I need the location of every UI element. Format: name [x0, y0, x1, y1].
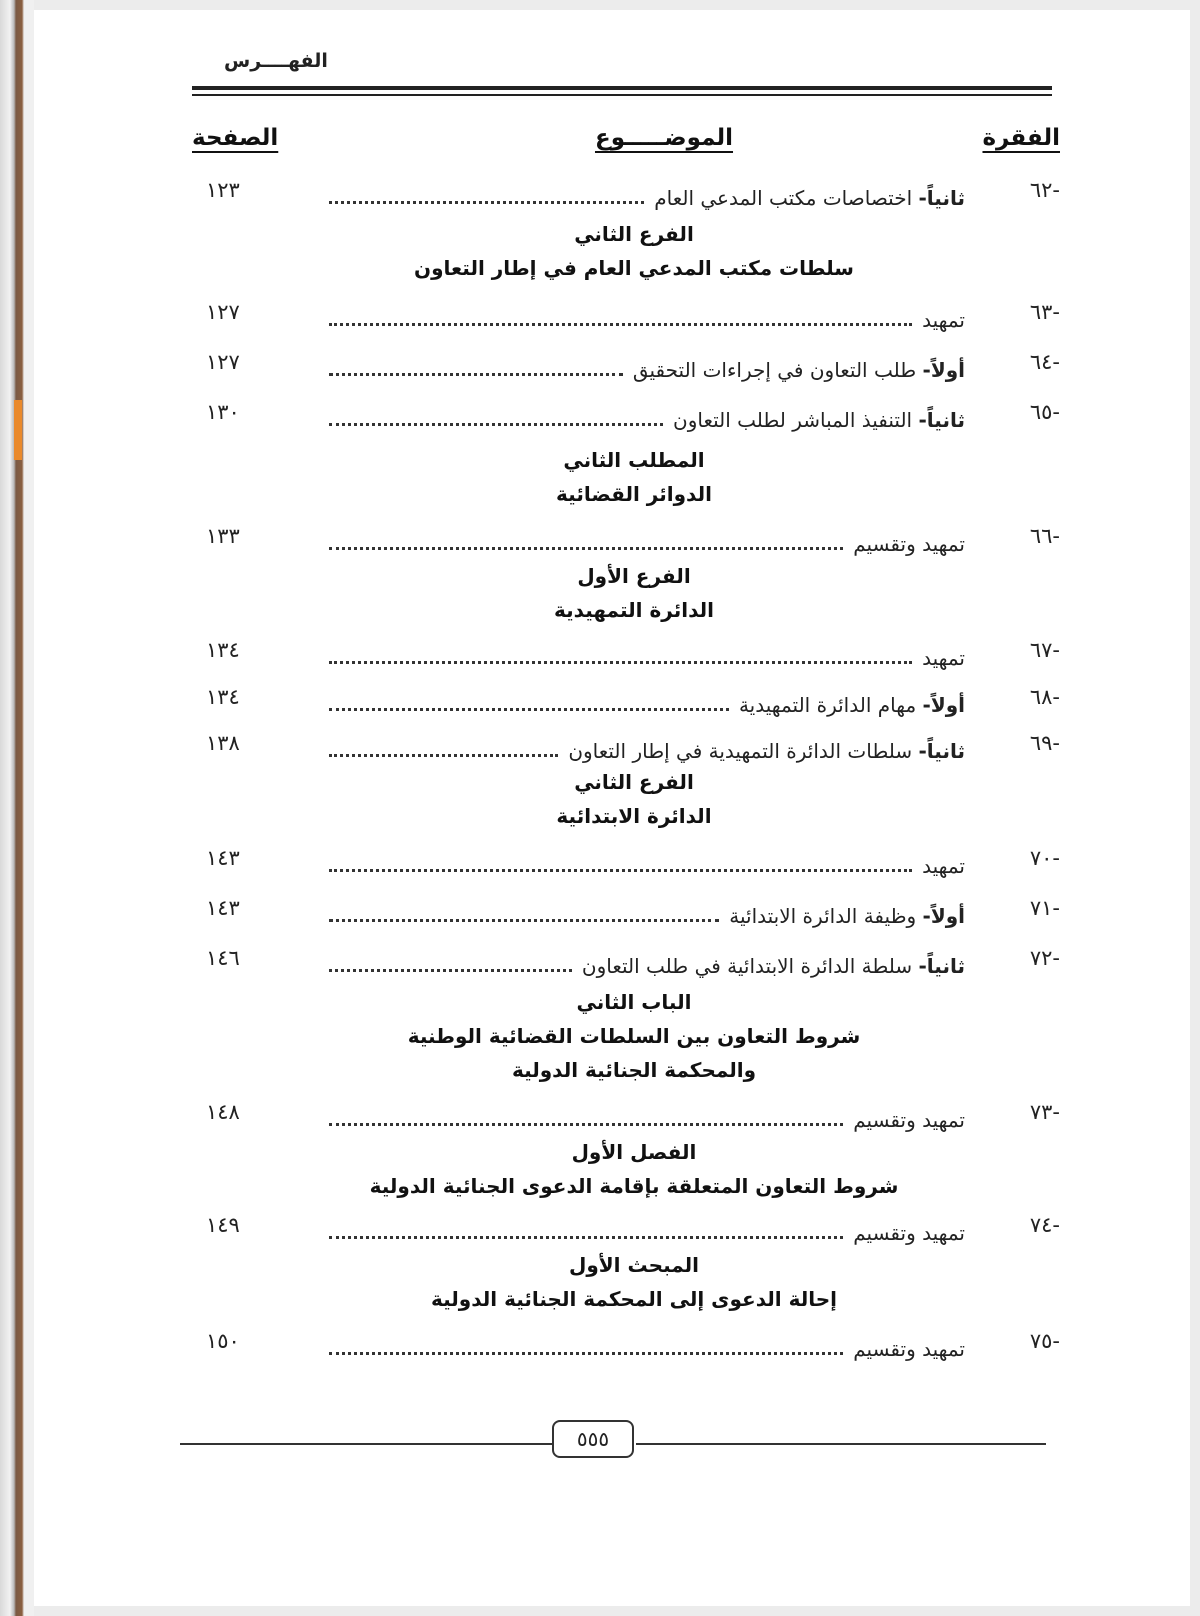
- entry-text: تمهيد: [922, 646, 965, 670]
- running-header: الفهــــرس: [224, 50, 328, 72]
- entry-text: اختصاصات مكتب المدعي العام: [654, 186, 913, 210]
- toc-entry: [34, 1329, 1190, 1365]
- section-heading: الفرع الثاني: [574, 770, 694, 794]
- page-number: ٥٥٥: [552, 1420, 634, 1458]
- entry-page: ١٥٠: [206, 1329, 240, 1353]
- entry-topic: [329, 524, 965, 556]
- dot-leader: [329, 372, 623, 376]
- column-head-paragraph: الفقرة: [982, 125, 1060, 151]
- entry-text: تمهيد وتقسيم: [853, 1221, 965, 1245]
- paragraph-number: ٦٦-: [1029, 524, 1060, 548]
- entry-topic: [329, 946, 965, 978]
- entry-text: مهام الدائرة التمهيدية: [738, 693, 917, 717]
- section-heading: الدائرة الابتدائية: [556, 804, 712, 828]
- footer-rule-left: [180, 1443, 552, 1445]
- toc-entry: [34, 400, 1190, 436]
- section-heading: الفرع الأول: [577, 564, 691, 588]
- dot-leader: [329, 322, 912, 326]
- entry-lead: أولاً-: [922, 904, 965, 928]
- paragraph-number: ٦٥-: [1029, 400, 1060, 424]
- paragraph-number: ٧٠-: [1029, 846, 1060, 870]
- entry-text: تمهيد وتقسيم: [853, 1337, 965, 1361]
- dot-leader: [329, 1235, 843, 1239]
- dot-leader: [329, 546, 843, 550]
- toc-entry: [34, 946, 1190, 982]
- paragraph-number: ٦٢-: [1029, 178, 1060, 202]
- dot-leader: [329, 753, 558, 757]
- toc-entry: [34, 1213, 1190, 1249]
- entry-topic: [329, 1329, 965, 1361]
- entry-page: ١٢٣: [206, 178, 240, 202]
- entry-page: ١٣٣: [206, 524, 240, 548]
- section-heading: الفصل الأول: [571, 1140, 697, 1164]
- dot-leader: [329, 707, 729, 711]
- section-heading: سلطات مكتب المدعي العام في إطار التعاون: [414, 256, 854, 280]
- section-heading: شروط التعاون المتعلقة بإقامة الدعوى الجنائية الدولية: [369, 1174, 899, 1198]
- entry-page: ١٢٧: [206, 350, 240, 374]
- toc-entry: [34, 731, 1190, 767]
- entry-page: ١٣٤: [206, 638, 240, 662]
- entry-lead: أولاً-: [922, 693, 965, 717]
- paragraph-number: ٦٨-: [1029, 685, 1060, 709]
- entry-text: التنفيذ المباشر لطلب التعاون: [673, 408, 913, 432]
- toc-entry: [34, 178, 1190, 214]
- paragraph-number: ٧٥-: [1029, 1329, 1060, 1353]
- entry-topic: [329, 1100, 965, 1132]
- toc-entry: [34, 896, 1190, 932]
- section-heading: شروط التعاون بين السلطات القضائية الوطنية: [407, 1024, 861, 1048]
- entry-page: ١٤٦: [206, 946, 240, 970]
- paragraph-number: ٦٣-: [1029, 300, 1060, 324]
- entry-text: طلب التعاون في إجراءات التحقيق: [632, 358, 917, 382]
- column-head-page: الصفحة: [192, 125, 279, 151]
- entry-lead: ثانياً-: [918, 739, 965, 763]
- entry-text: تمهيد وتقسيم: [853, 1108, 965, 1132]
- paragraph-number: ٧١-: [1029, 896, 1060, 920]
- entry-text: تمهيد: [922, 308, 965, 332]
- entry-page: ١٣٨: [206, 731, 240, 755]
- entry-text: تمهيد: [922, 854, 965, 878]
- entry-page: ١٤٣: [206, 846, 240, 870]
- entry-topic: [329, 350, 965, 382]
- paragraph-number: ٦٤-: [1029, 350, 1060, 374]
- entry-topic: [329, 400, 965, 432]
- column-head-topic: الموضـــــوع: [594, 125, 734, 151]
- entry-text: سلطات الدائرة التمهيدية في إطار التعاون: [568, 739, 913, 763]
- dot-leader: [329, 868, 912, 872]
- entry-page: ١٤٩: [206, 1213, 240, 1237]
- section-heading: الباب الثاني: [576, 990, 692, 1014]
- entry-page: ١٣٠: [206, 400, 240, 424]
- dot-leader: [329, 1122, 843, 1126]
- paragraph-number: ٦٧-: [1029, 638, 1060, 662]
- section-heading: الدوائر القضائية: [556, 482, 712, 506]
- entry-lead: ثانياً-: [918, 186, 965, 210]
- entry-topic: [329, 731, 965, 763]
- binding-mark: [14, 400, 22, 460]
- entry-text: سلطة الدائرة الابتدائية في طلب التعاون: [581, 954, 913, 978]
- dot-leader: [329, 1351, 843, 1355]
- entry-page: ١٤٨: [206, 1100, 240, 1124]
- entry-topic: [329, 896, 965, 928]
- entry-topic: [329, 685, 965, 717]
- entry-topic: [329, 300, 965, 332]
- entry-lead: ثانياً-: [918, 954, 965, 978]
- book-page: [34, 10, 1190, 1606]
- dot-leader: [329, 660, 912, 664]
- entry-lead: ثانياً-: [918, 408, 965, 432]
- entry-page: ١٢٧: [206, 300, 240, 324]
- toc-entry: [34, 300, 1190, 336]
- entry-topic: [329, 638, 965, 670]
- entry-topic: [329, 846, 965, 878]
- paragraph-number: ٧٢-: [1029, 946, 1060, 970]
- toc-entry: [34, 685, 1190, 721]
- section-heading: الفرع الثاني: [574, 222, 694, 246]
- entry-text: وظيفة الدائرة الابتدائية: [729, 904, 917, 928]
- toc-entry: [34, 524, 1190, 560]
- section-heading: والمحكمة الجنائية الدولية: [511, 1058, 757, 1082]
- dot-leader: [329, 200, 644, 204]
- entry-page: ١٣٤: [206, 685, 240, 709]
- section-heading: الدائرة التمهيدية: [554, 598, 714, 622]
- entry-lead: أولاً-: [922, 358, 965, 382]
- toc-entry: [34, 350, 1190, 386]
- toc-entry: [34, 638, 1190, 674]
- entry-topic: [329, 1213, 965, 1245]
- section-heading: إحالة الدعوى إلى المحكمة الجنائية الدولية: [430, 1287, 838, 1311]
- paragraph-number: ٧٤-: [1029, 1213, 1060, 1237]
- entry-text: تمهيد وتقسيم: [853, 532, 965, 556]
- paragraph-number: ٧٣-: [1029, 1100, 1060, 1124]
- scan-edge: [0, 0, 34, 1616]
- entry-topic: [329, 178, 965, 210]
- paragraph-number: ٦٩-: [1029, 731, 1060, 755]
- section-heading: المطلب الثاني: [563, 448, 705, 472]
- entry-page: ١٤٣: [206, 896, 240, 920]
- toc-entry: [34, 1100, 1190, 1136]
- toc-entry: [34, 846, 1190, 882]
- section-heading: المبحث الأول: [568, 1253, 700, 1277]
- dot-leader: [329, 968, 572, 972]
- footer-rule-right: [636, 1443, 1046, 1445]
- header-rule: [192, 86, 1052, 96]
- dot-leader: [329, 422, 663, 426]
- dot-leader: [329, 918, 719, 922]
